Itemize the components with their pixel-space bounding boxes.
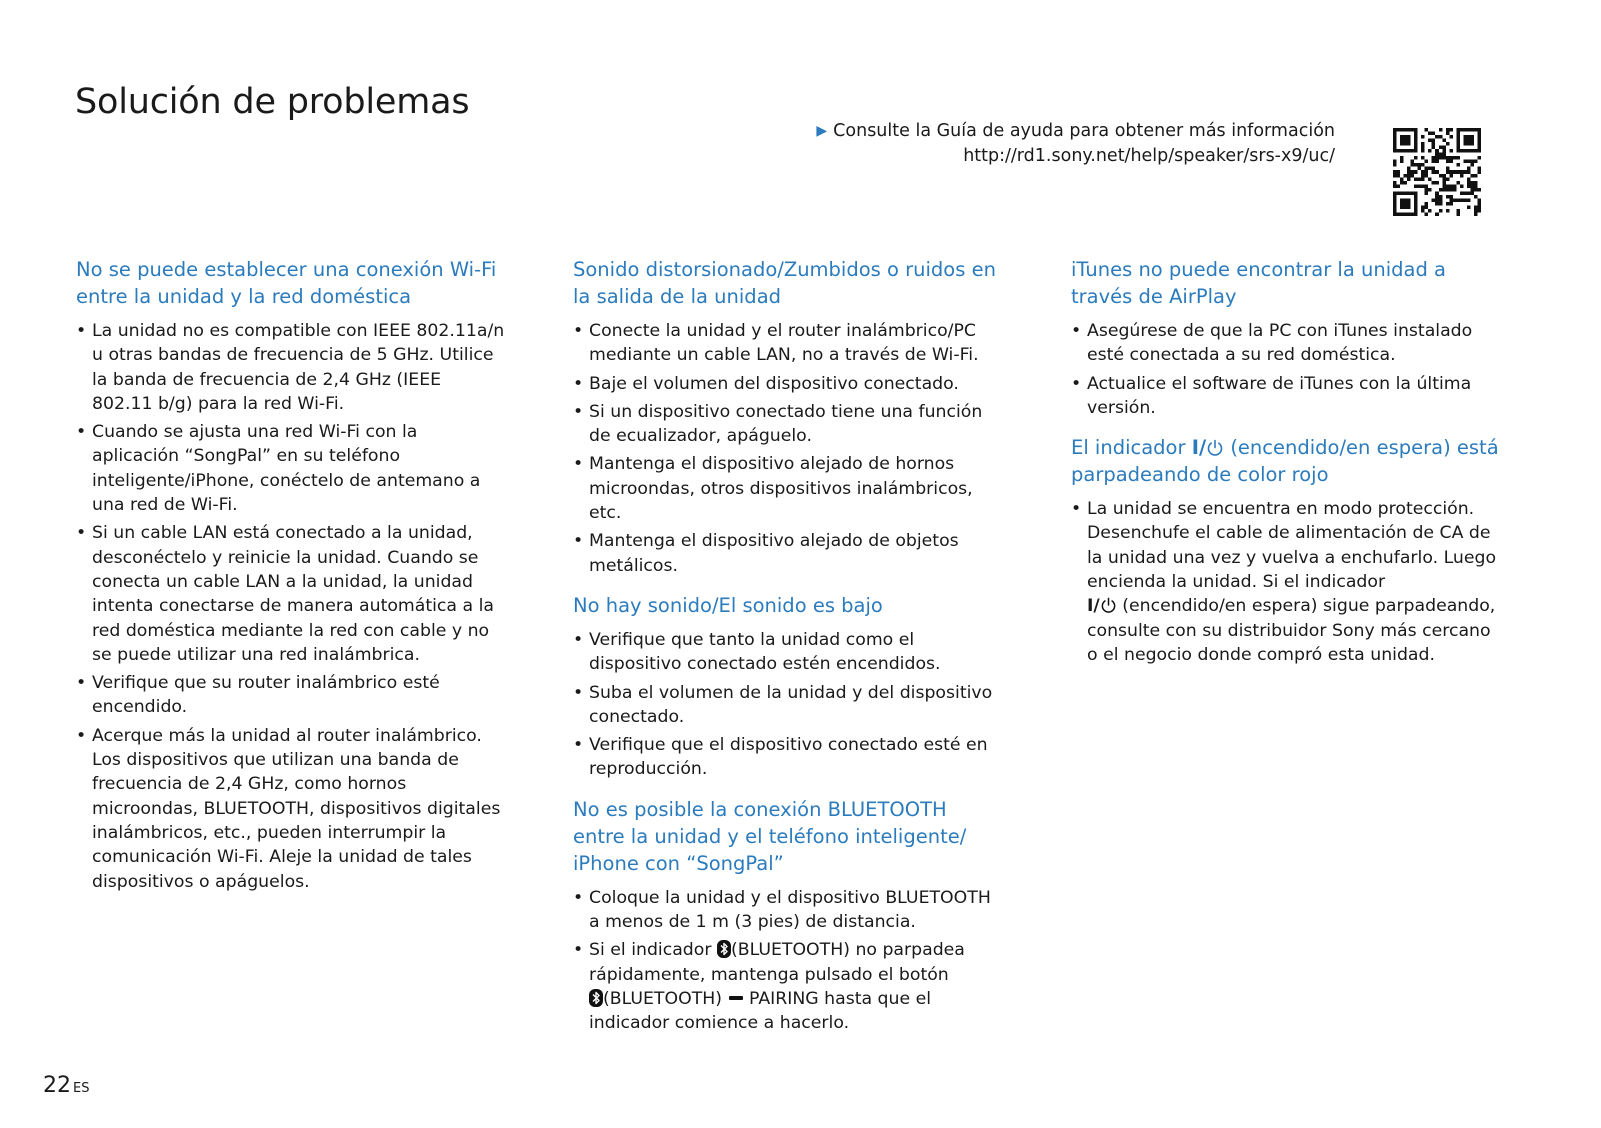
bullet-text: Si el indicador bbox=[589, 940, 712, 961]
bluetooth-icon bbox=[717, 940, 731, 958]
list-item: • Verifique que el dispositivo conectado esté en reproducción. bbox=[573, 733, 1003, 782]
section-heading-wifi: No se puede establecer una conexión Wi-Fi entre la unidad y la red doméstica bbox=[76, 258, 497, 308]
list-item: • Conecte la unidad y el router inalámbrico/PC mediante un cable LAN, no a través de Wi-Fi. bbox=[573, 319, 1003, 368]
bullet-list-distorted-sound bbox=[573, 319, 1003, 578]
power-label: I/ bbox=[1191, 436, 1207, 460]
list-item bbox=[573, 938, 1003, 1035]
list-item: • Verifique que su router inalámbrico esté encendido. bbox=[76, 671, 506, 720]
bullet-text: (BLUETOOTH) bbox=[603, 988, 722, 1009]
bullet-text: PAIRING hasta que el indicador comience a hacerlo. bbox=[589, 988, 932, 1034]
section-heading-no-sound: No hay sonido/El sonido es bajo bbox=[573, 593, 883, 617]
list-item: • Si un dispositivo conectado tiene una función de ecualizador, apáguelo. bbox=[573, 400, 1003, 449]
page-title: Solución de problemas bbox=[75, 82, 470, 122]
bullet-list-bluetooth bbox=[573, 886, 1003, 1036]
power-label: I/ bbox=[1087, 596, 1100, 617]
power-standby-icon bbox=[1100, 597, 1117, 614]
section-heading-distorted-sound: Sonido distorsionado/Zumbidos o ruidos en la salida de la unidad bbox=[573, 258, 996, 308]
list-item: • Cuando se ajusta una red Wi-Fi con la aplicación “SongPal” en su teléfono inteligente/iPhone, conéctelo de antemano a una red de Wi-Fi. bbox=[76, 420, 506, 517]
bullet-list-wifi bbox=[76, 319, 506, 894]
help-guide-reference bbox=[816, 119, 1335, 169]
section-heading-indicator bbox=[1071, 434, 1501, 488]
page-number bbox=[43, 1073, 89, 1098]
list-item bbox=[1071, 497, 1501, 667]
dash-icon bbox=[728, 993, 744, 1003]
section-heading-bluetooth: No es posible la conexión BLUETOOTH entre la unidad y el teléfono inteligente/ iPhone con “SongPal” bbox=[573, 797, 967, 875]
page-number-value: 22 bbox=[43, 1073, 71, 1098]
bluetooth-icon bbox=[589, 989, 603, 1007]
list-item: • Actualice el software de iTunes con la última versión. bbox=[1071, 372, 1501, 421]
column-right bbox=[1071, 256, 1501, 681]
power-standby-icon bbox=[1206, 439, 1224, 457]
triangle-right-icon: ▶ bbox=[816, 123, 828, 139]
heading-text: (encendido/en espera) está parpadeando de color rojo bbox=[1071, 436, 1499, 487]
column-middle bbox=[573, 256, 1003, 1050]
list-item: • Mantenga el dispositivo alejado de objetos metálicos. bbox=[573, 529, 1003, 578]
help-guide-url[interactable]: http://rd1.sony.net/help/speaker/srs-x9/uc/ bbox=[963, 146, 1335, 166]
help-guide-text: Consulte la Guía de ayuda para obtener más información bbox=[833, 121, 1335, 141]
language-code: ES bbox=[73, 1081, 90, 1096]
list-item: • La unidad no es compatible con IEEE 802.11a/n u otras bandas de frecuencia de 5 GHz. Utilice la banda de frecuencia de 2,4 GHz (IEEE 802.11 b/g) para la red Wi-Fi. bbox=[76, 319, 506, 416]
list-item: • Asegúrese de que la PC con iTunes instalado esté conectada a su red doméstica. bbox=[1071, 319, 1501, 368]
heading-text: El indicador bbox=[1071, 436, 1186, 460]
list-item: • Verifique que tanto la unidad como el dispositivo conectado estén encendidos. bbox=[573, 628, 1003, 677]
list-item: • Mantenga el dispositivo alejado de hornos microondas, otros dispositivos inalámbricos, etc. bbox=[573, 452, 1003, 525]
bullet-text: (BLUETOOTH) no parpadea rápidamente, mantenga pulsado el botón bbox=[589, 940, 965, 985]
bullet-text: (encendido/en espera) sigue parpadeando, consulte con su distribuidor Sony más cercano o el negocio donde compró esta unidad. bbox=[1087, 596, 1496, 665]
list-item: • Acerque más la unidad al router inalámbrico. Los dispositivos que utilizan una banda de frecuencia de 2,4 GHz, como hornos microondas, BLUETOOTH, dispositivos digitales inalámbricos, etc., pueden interrumpir la comunicación Wi-Fi. Aleje la unidad de tales dispositivos o apáguelos. bbox=[76, 724, 506, 894]
bullet-list-itunes bbox=[1071, 319, 1501, 420]
column-left bbox=[76, 256, 506, 908]
bullet-list-indicator bbox=[1071, 497, 1501, 667]
list-item: • Si un cable LAN está conectado a la unidad, desconéctelo y reinicie la unidad. Cuando se conecta un cable LAN a la unidad, la unidad intenta conectarse de manera automática a la red doméstica mediante la red con cable y no se puede utilizar una red inalámbrica. bbox=[76, 521, 506, 667]
bullet-text: La unidad se encuentra en modo protección. Desenchufe el cable de alimentación de CA de la unidad una vez y vuelva a enchufarlo. Luego encienda la unidad. Si el indicador bbox=[1087, 499, 1497, 593]
bullet-list-no-sound bbox=[573, 628, 1003, 782]
list-item: • Baje el volumen del dispositivo conectado. bbox=[573, 372, 1003, 396]
list-item: • Coloque la unidad y el dispositivo BLUETOOTH a menos de 1 m (3 pies) de distancia. bbox=[573, 886, 1003, 935]
list-item: • Suba el volumen de la unidad y del dispositivo conectado. bbox=[573, 681, 1003, 730]
qr-code-icon bbox=[1393, 128, 1481, 216]
section-heading-itunes: iTunes no puede encontrar la unidad a través de AirPlay bbox=[1071, 258, 1446, 308]
